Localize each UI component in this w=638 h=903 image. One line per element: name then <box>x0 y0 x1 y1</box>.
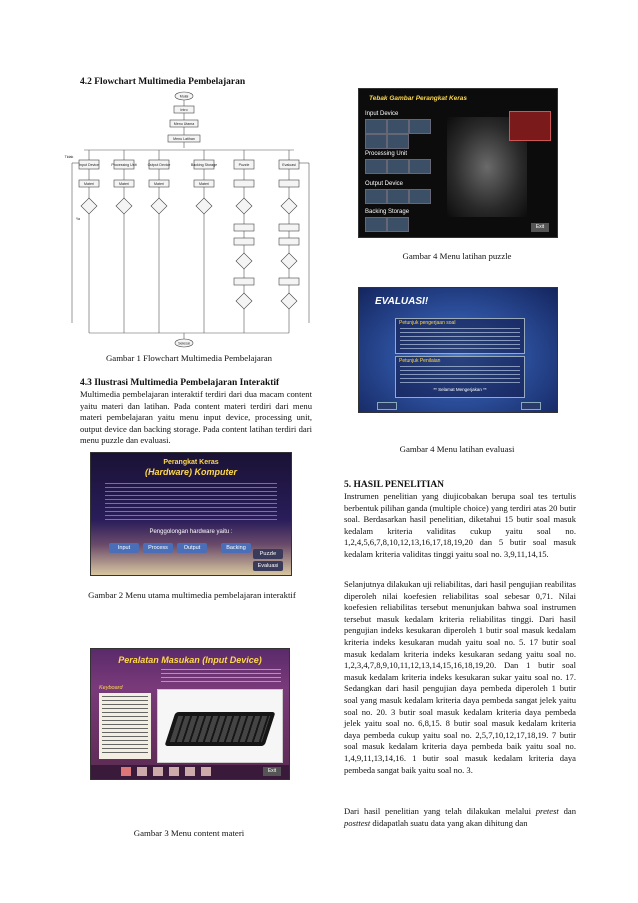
section-heading-5: 5. HASIL PENELITIAN <box>344 480 445 490</box>
fig2-subtitle: Penggolongan hardware yaitu : <box>149 529 233 535</box>
flow-col-label: Backing Storage <box>190 163 218 167</box>
fig3-nav-icon[interactable] <box>201 767 211 776</box>
flow-materi-label: Materi <box>199 182 209 186</box>
p3-posttest: posttest <box>344 817 371 828</box>
fig2-process-button[interactable]: Process <box>143 543 173 553</box>
fig3-nav-icon[interactable] <box>137 767 147 776</box>
flow-col-label: Input Device <box>79 163 99 167</box>
fig5-box-2 <box>395 356 525 398</box>
flow-col-label: Puzzle <box>238 163 250 167</box>
fig2-title-main: (Hardware) Komputer <box>144 467 237 477</box>
fig3-nav-icon[interactable] <box>153 767 163 776</box>
flow-tidak-label: Tidak <box>64 155 74 159</box>
fig5-box-1-label: Petunjuk pengerjaan soal <box>399 320 456 326</box>
section-heading-4-3: 4.3 Ilustrasi Multimedia Pembelajaran Interaktif <box>80 378 280 388</box>
fig4-tile[interactable] <box>365 217 387 232</box>
p3-text-a: Dari hasil penelitian yang telah dilakukan melalui <box>344 806 536 816</box>
fig2-title-top: Perangkat Keras <box>163 459 219 466</box>
flow-materi-label: Materi <box>154 182 164 186</box>
section-4-3-paragraph: Multimedia pembelajaran interaktif terdiri dari dua macam content yaitu materi dan latihan. Pada content materi terdiri dari menu materi pembelajaran yaitu menu input device, processing unit, output device dan backing storage. Pada content latihan terdiri dari menu puzzle dan evaluasi. <box>80 389 312 446</box>
fig4-tile[interactable] <box>387 119 409 134</box>
flow-intro-label: Intro <box>180 108 188 112</box>
fig2-puzzle-button[interactable]: Puzzle <box>253 549 283 559</box>
flow-materi-label: Materi <box>119 182 129 186</box>
p3-text-c: didapatlah suatu data yang akan dihitung dan <box>370 817 528 828</box>
fig3-intro-text <box>161 669 281 685</box>
fig4-exit-button[interactable]: Exit <box>531 223 549 232</box>
figure-4-caption: Gambar 4 Menu latihan puzzle <box>402 251 512 261</box>
flow-col-label: Evaluasi <box>282 163 296 167</box>
fig5-title: EVALUASI! <box>375 296 429 307</box>
section-heading-4-2: 4.2 Flowchart Multimedia Pembelajaran <box>80 77 246 87</box>
flow-end-label: Selesai <box>178 341 190 346</box>
fig3-title: Peralatan Masukan (Input Device) <box>118 655 262 665</box>
fig5-footer: ** Selamat Mengerjakan ** <box>433 387 487 392</box>
flow-ya-label: Ya <box>75 217 81 221</box>
figure-2-caption: Gambar 2 Menu utama multimedia pembelajaran interaktif <box>88 590 296 600</box>
fig4-tile[interactable] <box>365 189 387 204</box>
fig4-tile[interactable] <box>409 189 431 204</box>
fig3-nav-icon[interactable] <box>185 767 195 776</box>
fig2-body-text-block <box>105 483 277 521</box>
figure-3-caption: Gambar 3 Menu content materi <box>133 828 245 838</box>
p3-pretest: pretest <box>535 806 559 816</box>
flow-materi-label: Materi <box>84 182 94 186</box>
fig3-section-label: Keyboard <box>99 685 123 691</box>
fig4-tile[interactable] <box>409 159 431 174</box>
flow-menu-latihan-label: Menu Latihan <box>173 137 195 141</box>
fig4-tile[interactable] <box>387 134 409 149</box>
fig2-evaluasi-button[interactable]: Evaluasi <box>253 561 283 571</box>
fig5-box-1 <box>395 318 525 354</box>
fig3-keyboard-image <box>157 689 283 763</box>
fig4-label-output: Output Device <box>365 181 404 187</box>
figure-2-main-menu-screenshot <box>90 452 292 576</box>
figure-4-puzzle-screenshot <box>358 88 558 238</box>
fig4-hint-box <box>509 111 551 141</box>
flow-menu-utama-label: Menu Utama <box>173 122 195 126</box>
section-5-paragraph-1: Instrumen penelitian yang diujicobakan berupa soal tes tertulis berbentuk pilihan ganda (multiple choice) yang terdiri atas 20 butir soal. Berdasarkan hasil penelitian, diketahui 15 butir soal masuk kedalam kriteria validitas cukup yaitu soal no. 1,2,4,5,6,7,8,10,12,13,16,17,18,19,20 dan 5 butir soal masuk kedalam kriteria validitas tinggi yaitu soal no. 3,9,11,14,15. <box>344 491 576 559</box>
fig3-nav-icon[interactable] <box>169 767 179 776</box>
flow-col-label: Processing Unit <box>111 163 137 167</box>
flowchart-svg <box>64 88 314 350</box>
fig4-title: Tebak Gambar Perangkat Keras <box>369 95 468 102</box>
figure-5-caption: Gambar 4 Menu latihan evaluasi <box>399 444 515 454</box>
fig4-tile[interactable] <box>365 159 387 174</box>
fig5-box-2-label: Petunjuk Penilaian <box>399 358 441 364</box>
fig3-text-panel <box>99 693 151 759</box>
fig4-tile[interactable] <box>365 134 387 149</box>
fig2-backing-button[interactable]: Backing <box>221 543 251 553</box>
figure-3-content-screenshot <box>90 648 290 780</box>
fig4-tile[interactable] <box>387 159 409 174</box>
p3-text-b: dan <box>558 806 576 816</box>
fig4-label-processing: Processing Unit <box>365 151 408 157</box>
figure-1-caption: Gambar 1 Flowchart Multimedia Pembelajaran <box>105 353 273 363</box>
fig5-back-button[interactable] <box>377 402 397 410</box>
fig5-next-button[interactable] <box>521 402 541 410</box>
fig4-label-backing: Backing Storage <box>365 209 410 215</box>
fig4-tile[interactable] <box>387 189 409 204</box>
flowchart-figure <box>64 88 314 350</box>
fig4-tile[interactable] <box>365 119 387 134</box>
fig3-nav-icon[interactable] <box>121 767 131 776</box>
fig4-tile[interactable] <box>387 217 409 232</box>
fig2-output-button[interactable]: Output <box>177 543 207 553</box>
fig4-label-input: Input Device <box>365 111 399 117</box>
section-5-paragraph-3 <box>344 806 576 829</box>
fig4-tile[interactable] <box>409 119 431 134</box>
flow-start-label: Mulai <box>179 94 189 99</box>
figure-5-evaluasi-screenshot <box>358 287 558 413</box>
fig2-input-button[interactable]: Input <box>109 543 139 553</box>
flow-col-label: Output Device <box>147 163 171 167</box>
fig3-exit-button[interactable]: Exit <box>263 767 281 776</box>
section-5-paragraph-2: Selanjutnya dilakukan uji reliabilitas, dari hasil pengujian reabilitas diperoleh nilai koefesien reliabilitas soal sebesar 0,71. Nilai koefesien reliabilitas tersebut menunjukan bahwa soal instrumen tersebut masuk kedalam kriteria reliabilitas tinggi. Dari hasil pengujian indeks kesukaran diperoleh 1 butir soal masuk kedalam kriteria indeks kesukaran mudah yaitu soal no. 5. 17 butir soal masuk kedalam kriteria indeks kesukaran sedang yaitu soal no. 1,2,3,4,7,8,9,10,11,12,13,14,15,16,18,19,20. Dan 1 butir soal masuk kedalam kriteria indeks kesukaran sukar yaitu soal no. 17. Sedangkan dari hasil pengujian daya pembeda diperoleh 1 butir soal yang masuk kedalam kriteria daya pembeda sangat jelek yaitu soal no. 20. 3 butir soal masuk kedalam kriteria daya pembeda jelek yaitu soal no. 6,8,15. 8 butir soal masuk kedalam kriteria daya pembeda cukup yaitu soal no. 2,5,7,10,12,17,18,19. 7 butir soal masuk kedalam kriteria daya pembeda baik yaitu soal no. 1,4,9,11,13,14,16. 1 butir soal masuk kedalam kriteria daya pembeda sangat baik yaitu soal no. 3. <box>344 579 576 775</box>
